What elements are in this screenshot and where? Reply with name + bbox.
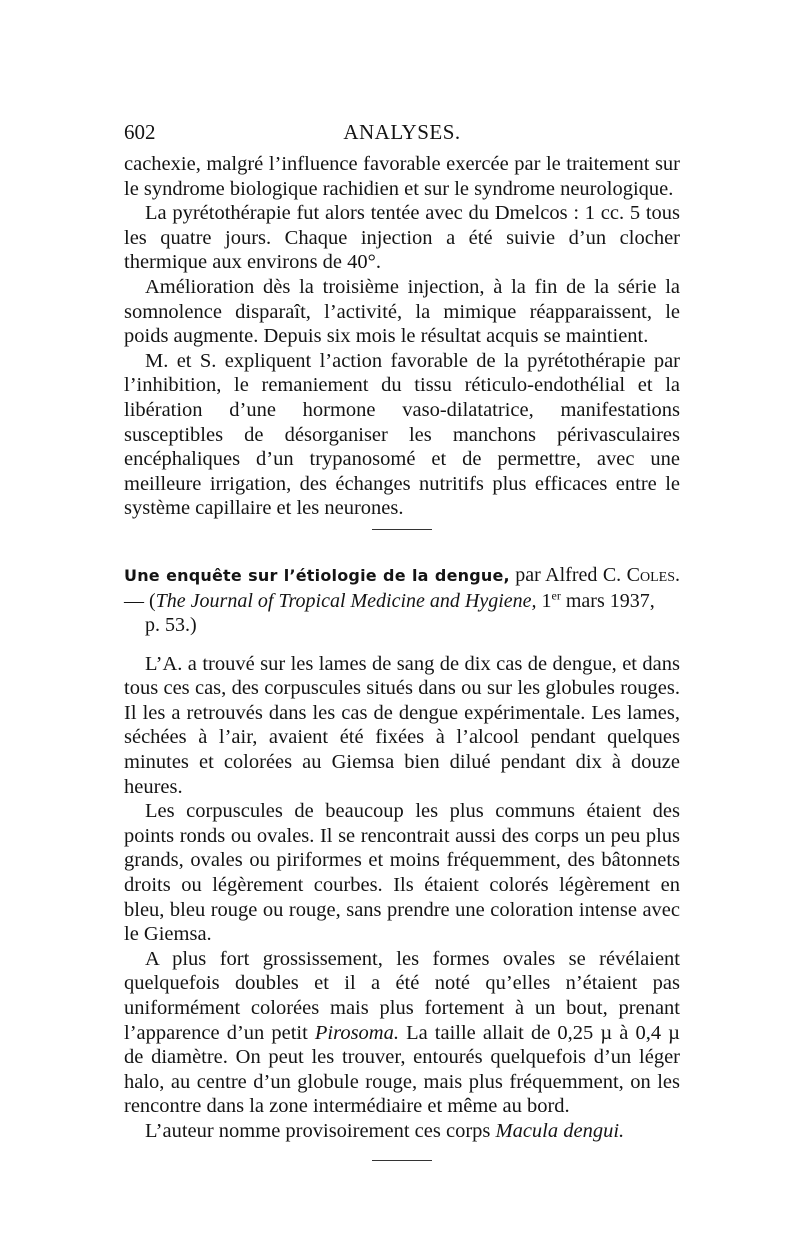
end-divider [372,1160,432,1161]
date-superscript: er [551,587,561,602]
paragraph-corpuscules: Les corpuscules de beaucoup les plus communs étaient des points ronds ou ovales. Il se rencontrait aussi des corps un peu plus grands, ovales ou piriformes et moins fréquemment, des bâtonnets droits ou légèrement courbes. Ils étaient colorés légèrement en bleu, bleu rouge ou rouge, sans prendre une coloration intense avec le Giemsa. [124,800,680,946]
section-divider [372,529,432,530]
article-by: par Alfred C. [509,563,627,586]
macula-dengui-term: Macula dengui. [495,1119,625,1142]
date-rest: mars 1937, [560,589,655,612]
pirosoma-term: Pirosoma. [314,1021,399,1044]
page-number: 602 [124,120,156,144]
journal-name: The Journal of Tropical Medicine and Hygiene, [155,589,537,612]
paragraph-explication: M. et S. expliquent l’action favorable de la pyrétothérapie par l’inhibition, le remaniement du tissu réticulo-endothélial et la libération d’une hormone vaso-dilatatrice, manifestations susceptibles de désorganiser les manchons périvasculaires encéphaliques d’un trypanosomé et de permettre, avec une meilleure irrigation, des échanges nutritifs plus efficaces entre le système capillaire et les neurones. [124,349,680,520]
article-reference [124,563,680,638]
article-title: Une enquête sur l’étiologie de la dengue, [124,565,510,585]
page-body [124,152,680,1161]
reference-pages: p. 53.) [145,614,197,637]
paragraph-conclusion [124,1119,680,1144]
reference-dash: . — ( [124,563,680,612]
paragraph-cachexie: cachexie, malgré l’influence favorable exercée par le traitement sur le syndrome biologique rachidien et sur le syndrome neurologique. [124,153,680,200]
paragraph-grossissement [124,947,680,1119]
author-surname: Coles [626,563,675,586]
running-title: ANALYSES. [343,120,461,144]
page-header [124,120,680,150]
paragraph-pyretotherapie: La pyrétothérapie fut alors tentée avec du Dmelcos : 1 cc. 5 tous les quatre jours. Chaque injection a été suivie d’un clocher thermique aux environs de 40°. [124,202,680,274]
grossissement-text-a: A plus fort grossissement, les formes ovales se révélaient quelquefois doubles et il a été noté qu’elles n’étaient pas uniformément colorées mais plus fortement à un bout, prenant l’apparence d’un petit [124,947,680,1044]
date-day: 1 [536,589,552,612]
paragraph-amelioration: Amélioration dès la troisième injection, à la fin de la série la somnolence disparaît, l’activité, la mimique réapparaissent, le poids augmente. Depuis six mois le résultat acquis se maintient. [124,275,680,348]
conclusion-text: L’auteur nomme provisoirement ces corps [145,1119,496,1142]
grossissement-text-b: La taille allait de 0,25 µ à 0,4 µ de diamètre. On peut les trouver, entourés quelquefois d’un léger halo, au centre d’un globule rouge, mais plus fréquemment, on les rencontre dans la zone intermédiaire et même au bord. [124,1021,680,1118]
paragraph-observation: L’A. a trouvé sur les lames de sang de dix cas de dengue, et dans tous ces cas, des corpuscules situés dans ou sur les globules rouges. Il les a retrouvés dans les cas de dengue expérimentale. Les lames, séchées à l’air, avaient été fixées à l’alcool pendant quelques minutes et colorées au Giemsa bien dilué pendant dix à douze heures. [124,652,680,798]
